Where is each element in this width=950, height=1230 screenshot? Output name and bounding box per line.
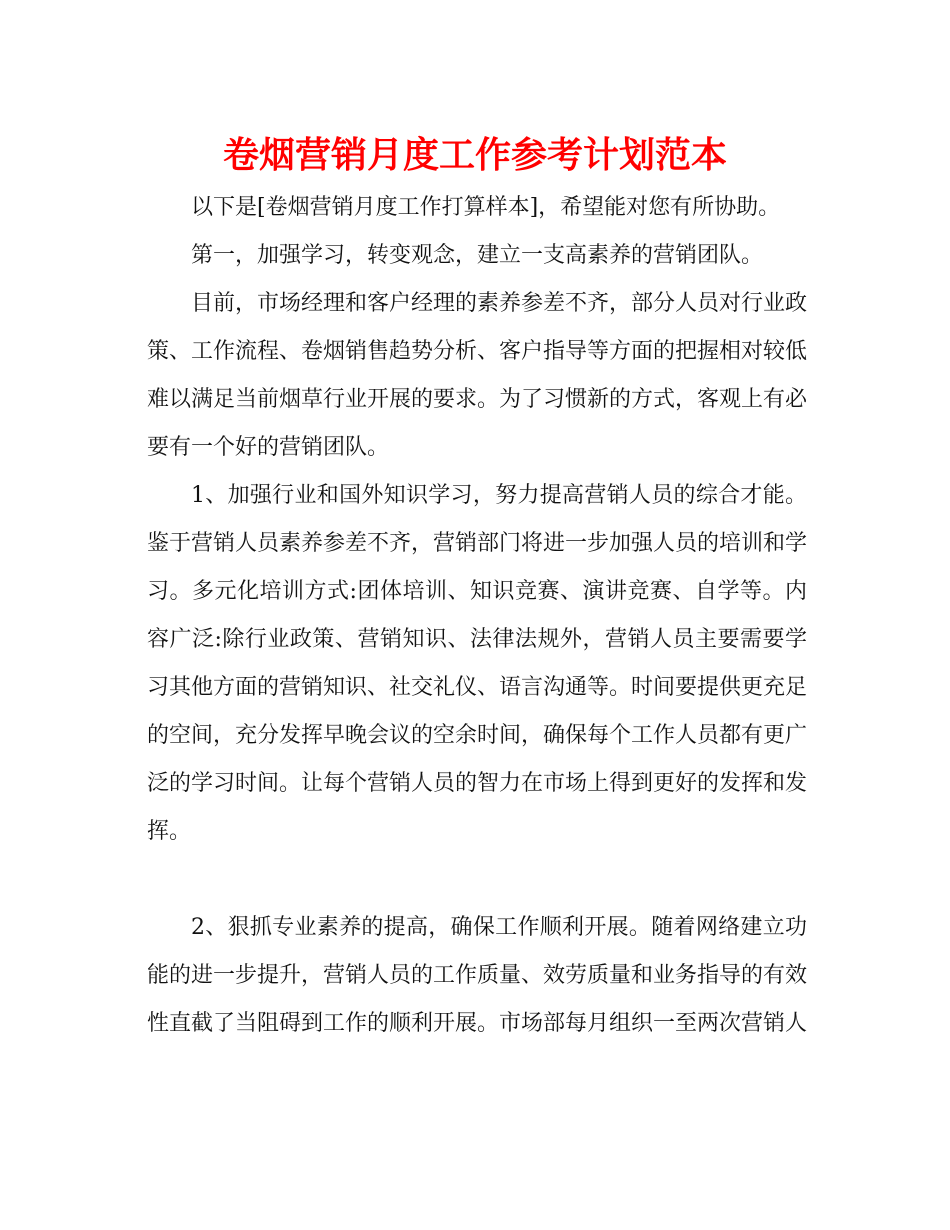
paragraph-section-heading: 第一，加强学习，转变观念，建立一支高素养的营销团队。 [191, 243, 764, 268]
paragraph-intro: 以下是[卷烟营销月度工作打算样本]，希望能对您有所协助。 [191, 195, 781, 220]
paragraph-spacer [147, 856, 807, 904]
paragraph-current-status: 目前，市场经理和客户经理的素养参差不齐，部分人员对行业政策、工作流程、卷烟销售趋势分析、客户指导等方面的把握相对较低难以满足当前烟草行业开展的要求。为了习惯新的方式，客观上有必要有一个好的营销团队。 [147, 291, 808, 460]
document-body [147, 184, 807, 1048]
paragraph-item-2: 2、狠抓专业素养的提高，确保工作顺利开展。随着网络建立功能的进一步提升，营销人员的工作质量、效劳质量和业务指导的有效性直截了当阻碍到工作的顺利开展。市场部每月组织一至两次营销人 [147, 915, 808, 1036]
document-title: 卷烟营销月度工作参考计划范本 [222, 135, 727, 176]
paragraph-item-1: 1、加强行业和国外知识学习，努力提高营销人员的综合才能。鉴于营销人员素养参差不齐，营销部门将进一步加强人员的培训和学习。多元化培训方式:团体培训、知识竞赛、演讲竞赛、自学等。内容广泛:除行业政策、营销知识、法律法规外，营销人员主要需要学习其他方面的营销知识、社交礼仪、语言沟通等。时间要提供更充足的空间，充分发挥早晚会议的空余时间，确保每个工作人员都有更广泛的学习时间。让每个营销人员的智力在市场上得到更好的发挥和发挥。 [147, 483, 808, 844]
